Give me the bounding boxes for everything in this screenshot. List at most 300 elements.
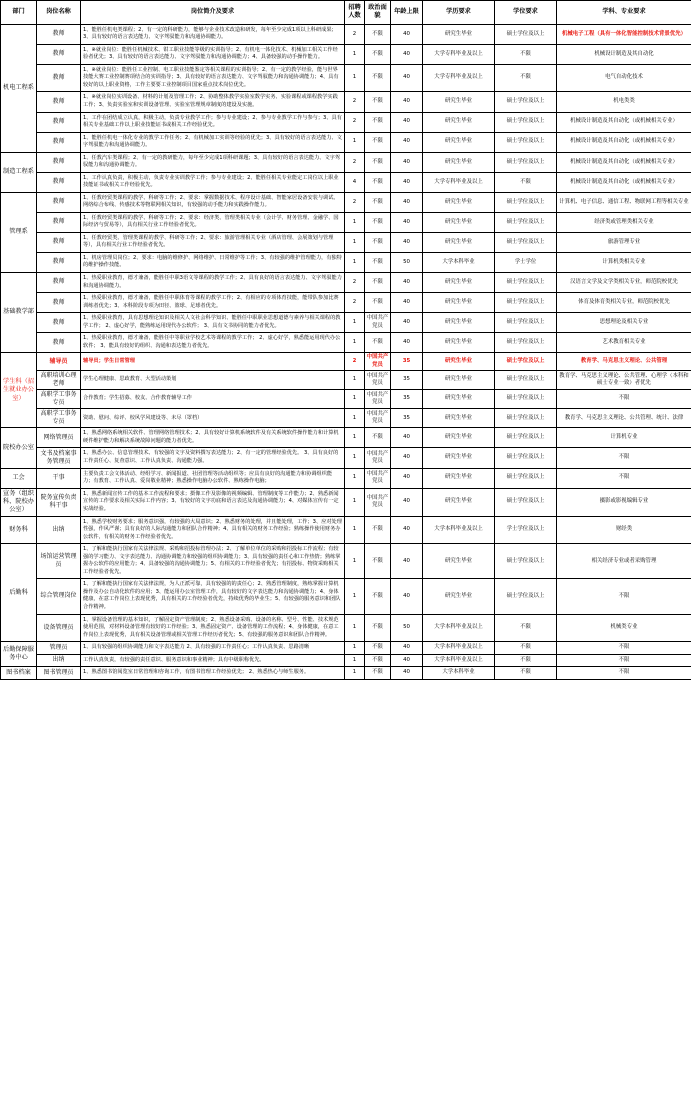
degree-cell: 硕士学位及以上 <box>495 409 557 428</box>
education-cell: 研究生毕业 <box>423 24 495 44</box>
count-cell: 1 <box>345 428 365 448</box>
education-cell: 研究生毕业 <box>423 579 495 614</box>
political-cell: 不限 <box>365 333 391 353</box>
count-cell: 2 <box>345 353 365 371</box>
education-cell: 研究生毕业 <box>423 448 495 468</box>
table-row <box>1 112 691 132</box>
table-header <box>1 1 691 25</box>
count-cell: 1 <box>345 370 365 389</box>
post-desc-cell: 1、工作在团结成立认真，积极主动，负责专业教学工作；参与专业建设；2、参与专业教学工作与参与；3、具有相关专业基础工作以上职业技能证书或相关工作经验优先。 <box>81 112 345 132</box>
degree-cell: 硕士学位及以上 <box>495 468 557 488</box>
post-desc-cell: 1、任教经贸类课程的教学、科研等工作；2、要求：经济类、管理类相关专业（会计学、财务管理、金融学、国际经济与贸易等），具有相关行业工作经验者优先。 <box>81 212 345 232</box>
major-cell: 汉语言文学及文学类相关专业，师范院校优先 <box>557 273 691 293</box>
age-cell: 40 <box>391 273 423 293</box>
political-cell: 不限 <box>365 654 391 667</box>
education-cell: 研究生毕业 <box>423 92 495 112</box>
post-desc-cell: 1、※就业岗位实训设备、材料的计划及管理工作；2、协助整体教学实验室数学实务、实验课程或课程教学实践工作；3、负责实验室和实训设备管理、实验室管理规章制度的建设及实施。 <box>81 92 345 112</box>
major-cell: 不限 <box>557 642 691 655</box>
degree-cell: 不限 <box>495 654 557 667</box>
post-desc-cell: 1、热爱职业教育，德才兼备，能胜任中职3语文等课程的教学工作；2、具有良好的语言表达能力、文字驾驭能力和沟通协调能力。 <box>81 273 345 293</box>
count-cell: 2 <box>345 192 365 212</box>
dept-cell: 财务科 <box>1 516 37 544</box>
col-age: 年龄上限 <box>391 1 423 25</box>
dept-cell: 宣务（组织科、院校办公室） <box>1 488 37 516</box>
dept-cell: 院校办公室 <box>1 428 37 468</box>
degree-cell: 硕士学位及以上 <box>495 488 557 516</box>
education-cell: 大学本科毕业及以上 <box>423 642 495 655</box>
age-cell: 40 <box>391 192 423 212</box>
major-cell: 机械设计制造及其自动化 <box>557 44 691 64</box>
table-row <box>1 64 691 92</box>
degree-cell: 硕士学位及以上 <box>495 428 557 448</box>
age-cell: 40 <box>391 92 423 112</box>
education-cell: 研究生毕业 <box>423 409 495 428</box>
degree-cell: 硕士学位及以上 <box>495 293 557 313</box>
table-row <box>1 468 691 488</box>
table-row <box>1 642 691 655</box>
post-desc-cell: 1、了解和能执行国家有关法律法规、采购和招投标管理办法；2、了解单位单位的采购和招投标工作流程；有较强的学习能力、文字表达能力、沟通协调能力和较强的组织协调能力；3、具有较强的责任心和工作热情；熟练掌握办公软件的应用能力；4、具备较强的沟通协调能力；5、有相关的工作经验者优先；有招投标、物资采购相关工作经验者优先。 <box>81 544 345 579</box>
degree-cell: 不限 <box>495 172 557 192</box>
education-cell: 大学专科毕业及以上 <box>423 64 495 92</box>
age-cell: 40 <box>391 132 423 152</box>
post-name-cell: 教师 <box>37 192 81 212</box>
education-cell: 研究生毕业 <box>423 313 495 333</box>
count-cell: 2 <box>345 293 365 313</box>
table-row <box>1 428 691 448</box>
count-cell: 1 <box>345 544 365 579</box>
major-cell: 不限 <box>557 390 691 409</box>
post-name-cell: 文书及档案事务管理员 <box>37 448 81 468</box>
count-cell: 2 <box>345 24 365 44</box>
table-row <box>1 544 691 579</box>
education-cell: 研究生毕业 <box>423 112 495 132</box>
post-name-cell: 设备管理员 <box>37 614 81 642</box>
col-political: 政治面貌 <box>365 1 391 25</box>
age-cell: 40 <box>391 64 423 92</box>
post-name-cell: 教师 <box>37 64 81 92</box>
major-cell: 摄影或影视编辑专业 <box>557 488 691 516</box>
post-desc-cell: 1、掌握设备管理的基本知识，了解固定资产管理制度；2、熟悉设备采购、设备的名称、型号、性能、技术规范使用范围，对材料设备管理有较好的工作经验；3、熟悉固定资产、设备管理的工作流程；4、身体健康，在意工作岗位上表现优秀，具有相关设备管理或相关管理工作经历者优先；5、有较强的服务意识和团队合作精神。 <box>81 614 345 642</box>
education-cell: 研究生毕业 <box>423 544 495 579</box>
post-desc-cell: 1、能胜任机电类课程；2、有一定的科研能力，能够与企业技术改造和研发，每年至少完成1项以上科研成果；3、具有较好的语言表达能力、文字驾驭能力和沟通协调能力。 <box>81 24 345 44</box>
post-name-cell: 高职培训心理老师 <box>37 370 81 389</box>
age-cell: 40 <box>391 428 423 448</box>
table-row <box>1 232 691 252</box>
table-row <box>1 152 691 172</box>
political-cell: 不限 <box>365 212 391 232</box>
major-cell: 不限 <box>557 667 691 680</box>
dept-cell: 学生科（招生就业办公室） <box>1 353 37 428</box>
degree-cell: 学士学位 <box>495 252 557 272</box>
count-cell: 2 <box>345 152 365 172</box>
post-desc-cell: 1、能胜任机电一体化专业的教学工作任务；2、有机械加工实训等经验的优先；3、具有较好的语言表达能力、文字驾驭能力和沟通协调能力。 <box>81 132 345 152</box>
political-cell: 不限 <box>365 252 391 272</box>
education-cell: 研究生毕业 <box>423 212 495 232</box>
age-cell: 40 <box>391 516 423 544</box>
age-cell: 35 <box>391 370 423 389</box>
major-cell: 财经类 <box>557 516 691 544</box>
major-cell: 旅游管理专业 <box>557 232 691 252</box>
post-name-cell: 教师 <box>37 313 81 333</box>
education-cell: 研究生毕业 <box>423 353 495 371</box>
post-name-cell: 教师 <box>37 24 81 44</box>
education-cell: 研究生毕业 <box>423 333 495 353</box>
dept-cell: 机电工程系 <box>1 24 37 152</box>
political-cell: 不限 <box>365 64 391 92</box>
post-name-cell: 综合管理岗位 <box>37 579 81 614</box>
degree-cell: 硕士学位及以上 <box>495 544 557 579</box>
education-cell: 研究生毕业 <box>423 152 495 172</box>
major-cell: 不限 <box>557 468 691 488</box>
table-body <box>1 24 691 679</box>
post-desc-cell: 学生心理健康、思政教育、大型活动策划 <box>81 370 345 389</box>
count-cell: 2 <box>345 273 365 293</box>
major-cell: 机械设计制造及其自动化（或机械相关专业） <box>557 172 691 192</box>
col-desc: 岗位简介及要求 <box>81 1 345 25</box>
post-name-cell: 教师 <box>37 152 81 172</box>
post-name-cell: 图书管理员 <box>37 667 81 680</box>
degree-cell: 硕士学位及以上 <box>495 448 557 468</box>
table-row <box>1 44 691 64</box>
age-cell: 40 <box>391 212 423 232</box>
post-desc-cell: 1、热爱职业教育，德才兼备，能胜任中等职业学校艺术等课程的教学工作； 2、虚心好学，熟悉能运用现代办公软件； 3、能具有较好的组织、沟通和表达能力者优先。 <box>81 333 345 353</box>
count-cell: 1 <box>345 468 365 488</box>
education-cell: 大学本科毕业 <box>423 252 495 272</box>
major-cell: 机械设计制造及其自动化（或机械相关专业） <box>557 132 691 152</box>
post-desc-cell: 1、※就业岗位：能胜任机械技术、钳工职业技能等级的实训指导；2、有机电一体化技术、机械加工相关工作经验者优先；3、具有较好的语言表达能力、文字驾驭能力和沟通协调能力；4、具备较强的动手操作能力。 <box>81 44 345 64</box>
education-cell: 研究生毕业 <box>423 132 495 152</box>
age-cell: 35 <box>391 390 423 409</box>
age-cell: 40 <box>391 667 423 680</box>
political-cell: 不限 <box>365 544 391 579</box>
table-row <box>1 273 691 293</box>
post-name-cell: 教师 <box>37 92 81 112</box>
post-name-cell: 教师 <box>37 132 81 152</box>
table-row <box>1 654 691 667</box>
table-row <box>1 448 691 468</box>
degree-cell: 硕士学位及以上 <box>495 579 557 614</box>
education-cell: 研究生毕业 <box>423 390 495 409</box>
age-cell: 40 <box>391 333 423 353</box>
count-cell: 1 <box>345 488 365 516</box>
dept-cell: 后勤保障服务中心 <box>1 642 37 667</box>
political-cell: 不限 <box>365 112 391 132</box>
table-row <box>1 409 691 428</box>
degree-cell: 不限 <box>495 44 557 64</box>
post-name-cell: 教师 <box>37 333 81 353</box>
degree-cell: 硕士学位及以上 <box>495 192 557 212</box>
table-row <box>1 313 691 333</box>
major-cell: 计算机、电子信息、通信工程、物联网工程等相关专业 <box>557 192 691 212</box>
table-row <box>1 370 691 389</box>
count-cell: 1 <box>345 232 365 252</box>
col-degree: 学位要求 <box>495 1 557 25</box>
post-desc-cell: 1、熟悉网络系统相关软件、管理网络管理技术；2、具有较好计算机系统软件及有关系统软件操作能力和计算机硬件维护能力和解决系统故障问题的能力者优先。 <box>81 428 345 448</box>
post-name-cell: 教师 <box>37 112 81 132</box>
post-desc-cell: 1、了解和能执行国家有关法律法规，为人正派可靠，具有较强的的责任心；2、熟悉管理制度，熟练掌握计算机操作及办公自动化软件的应用；3、能运用办公室管理工作，具有较好的文字表达能力和沟通协调能力；4、身体健康，在意工作岗位上表现优秀，具有相关的工作经验者优先，持续优秀的毕业生；5、有较强的服务意识和团队合作精神。 <box>81 579 345 614</box>
table-row <box>1 293 691 313</box>
count-cell: 1 <box>345 579 365 614</box>
major-cell: 体育及体育类相关专业，师范院校优先 <box>557 293 691 313</box>
col-edu: 学历要求 <box>423 1 495 25</box>
post-name-cell: 院务宣传负责科干事 <box>37 488 81 516</box>
table-row <box>1 488 691 516</box>
post-desc-cell: 1、热爱职业教育，具有思想理论知识及相关人文社会科学知识、能胜任中职职业思想道德与素养与相关课程的教学工作； 2、虚心好学，能熟练运用现代办公软件； 3、具有文书协同的能力者优先。 <box>81 313 345 333</box>
degree-cell: 硕士学位及以上 <box>495 92 557 112</box>
age-cell: 40 <box>391 112 423 132</box>
col-post: 岗位名称 <box>37 1 81 25</box>
post-desc-cell: 工作认真负责，有较强的责任意识、服务意识和事业精神；具有中级职称优先。 <box>81 654 345 667</box>
count-cell: 1 <box>345 64 365 92</box>
count-cell: 1 <box>345 642 365 655</box>
age-cell: 40 <box>391 24 423 44</box>
political-cell: 不限 <box>365 293 391 313</box>
major-cell: 经济类或管理类相关专业 <box>557 212 691 232</box>
dept-cell: 工会 <box>1 468 37 488</box>
count-cell: 1 <box>345 313 365 333</box>
degree-cell: 学士学位及以上 <box>495 516 557 544</box>
table-row <box>1 132 691 152</box>
count-cell: 2 <box>345 112 365 132</box>
degree-cell: 硕士学位及以上 <box>495 353 557 371</box>
post-desc-cell: 1、熟悉新闻宣传工作的基本工作流程和要求；摄像工作及影像的视频编辑、管理制度等工作能力；2、熟悉新闻宣传的工作要求及相关实际工作内容；3、有较好的文字功底和语言表达及沟通协调能力；4、对媒体宣传有一定实战经验。 <box>81 488 345 516</box>
major-cell: 机电类类 <box>557 92 691 112</box>
post-desc-cell: 1、熟悉办公、信息管理技术、有较强的文字及资料撰写表达能力；2、有一定的管理经验优先。 3、具有良好的工作责任心、复查意识、工作认真负责、沟通能力强。 <box>81 448 345 468</box>
major-cell: 计算机专业 <box>557 428 691 448</box>
count-cell: 1 <box>345 212 365 232</box>
post-desc-cell: 1、※就业岗位：能胜任工业控制、电工职业技能鉴定等相关课程的实训指导；2、有一定的教学经验，能与世界技能大赛工业控制赛项结合的实训指导；3、具有较好的语言表达能力、文字驾驭能力和沟通协调能力；4、具有较好的以上职业资格，工作主要要工业控制项目国家重点技术岗位优先。 <box>81 64 345 92</box>
age-cell: 40 <box>391 488 423 516</box>
table-row <box>1 353 691 371</box>
post-desc-cell: 1、具有较强的组织协调能力和文字表达能力 2、具有较强的工作责任心；工作认真负责、思路清晰 <box>81 642 345 655</box>
degree-cell: 硕士学位及以上 <box>495 370 557 389</box>
table-row <box>1 192 691 212</box>
education-cell: 大学专科毕业及以上 <box>423 172 495 192</box>
age-cell: 40 <box>391 44 423 64</box>
major-cell: 思想理论及相关专业 <box>557 313 691 333</box>
post-name-cell: 高职学工事务专员 <box>37 390 81 409</box>
post-name-cell: 场馆运营管理员 <box>37 544 81 579</box>
count-cell: 1 <box>345 333 365 353</box>
degree-cell: 硕士学位及以上 <box>495 273 557 293</box>
political-cell: 不限 <box>365 667 391 680</box>
post-desc-cell: 1、机房管理员岗位；2、要求：电脑的维修护、网络维护、日常维护等工作；3、有较强的维护管理能力，有独特的维护操作技能。 <box>81 252 345 272</box>
major-cell: 不限 <box>557 579 691 614</box>
post-name-cell: 教师 <box>37 252 81 272</box>
education-cell: 研究生毕业 <box>423 192 495 212</box>
table-row <box>1 667 691 680</box>
dept-cell: 制造工程系 <box>1 152 37 192</box>
post-desc-cell: 资助、慰问、综评、校风学风建设等、未尽（罩档） <box>81 409 345 428</box>
political-cell: 不限 <box>365 152 391 172</box>
degree-cell: 不限 <box>495 667 557 680</box>
degree-cell: 硕士学位及以上 <box>495 232 557 252</box>
education-cell: 研究生毕业 <box>423 273 495 293</box>
degree-cell: 硕士学位及以上 <box>495 333 557 353</box>
major-cell: 电气自动化技术 <box>557 64 691 92</box>
post-desc-cell: 1、熟悉图书馆阅览室日常管理和咨询工作，有图书管理工作经验优先； 2、熟悉热心与师生服务。 <box>81 667 345 680</box>
major-cell: 教育学、马克思主义理论、公共管理 <box>557 353 691 371</box>
degree-cell: 不限 <box>495 614 557 642</box>
table-row <box>1 172 691 192</box>
post-desc-cell: 主要负责工会文体活动、经组学习、新闻报道、社团管理等活动组织等；应具有良好的沟通能力和协调组织能力；有教育、工作认真、爱岗敬业精神；熟悉操作电脑办公软件、熟练操作电脑； <box>81 468 345 488</box>
post-desc-cell: 1、工作认真负责，积极主动，负责专业实训教学工作；参与专业建设；2、能胜任相关专业能定工岗位以上职业技能证书或相关工作经验优先。 <box>81 172 345 192</box>
education-cell: 大学本科毕业及以上 <box>423 516 495 544</box>
education-cell: 大学专科毕业及以上 <box>423 44 495 64</box>
education-cell: 大学本科毕业及以上 <box>423 614 495 642</box>
age-cell: 40 <box>391 172 423 192</box>
degree-cell: 硕士学位及以上 <box>495 313 557 333</box>
table-row <box>1 92 691 112</box>
col-major: 学科、专业要求 <box>557 1 691 25</box>
count-cell: 1 <box>345 390 365 409</box>
education-cell: 研究生毕业 <box>423 488 495 516</box>
education-cell: 研究生毕业 <box>423 293 495 313</box>
age-cell: 40 <box>391 448 423 468</box>
major-cell: 相关经济专业或者采购管理 <box>557 544 691 579</box>
table-row <box>1 516 691 544</box>
political-cell: 不限 <box>365 642 391 655</box>
political-cell: 不限 <box>365 192 391 212</box>
political-cell: 不限 <box>365 579 391 614</box>
dept-cell: 图书档案 <box>1 667 37 680</box>
post-name-cell: 教师 <box>37 44 81 64</box>
age-cell: 50 <box>391 252 423 272</box>
post-name-cell: 辅导员 <box>37 353 81 371</box>
major-cell: 计算机类相关专业 <box>557 252 691 272</box>
count-cell: 1 <box>345 409 365 428</box>
col-count: 招聘人数 <box>345 1 365 25</box>
political-cell: 中国共产党员 <box>365 468 391 488</box>
table-row <box>1 390 691 409</box>
post-name-cell: 教师 <box>37 293 81 313</box>
major-cell: 机械电子工程（具有一体化智能控制技术背景优先） <box>557 24 691 44</box>
count-cell: 1 <box>345 614 365 642</box>
count-cell: 1 <box>345 252 365 272</box>
post-name-cell: 网络管理员 <box>37 428 81 448</box>
age-cell: 40 <box>391 152 423 172</box>
post-desc-cell: 1、热爱职业教育，德才兼备，能胜任中职体育等课程的教学工作；2、有相应的专项体育技能，能带队参加比赛训练者优先；3、本科阶段专项为田径、篮球、足球者优先。 <box>81 293 345 313</box>
major-cell: 机械设计制造及其自动化（或机械相关专业） <box>557 112 691 132</box>
count-cell: 4 <box>345 172 365 192</box>
degree-cell: 硕士学位及以上 <box>495 390 557 409</box>
age-cell: 35 <box>391 409 423 428</box>
political-cell: 不限 <box>365 24 391 44</box>
major-cell: 机械设计制造及其自动化（或机械相关专业） <box>557 152 691 172</box>
table-row <box>1 252 691 272</box>
post-desc-cell: 1、任教经贸类、管理类课程的教学、科研等工作；2、要求：旅游管理相关专业（酒店管理、会展策划与管理等），具有相关行业工作经验者优先。 <box>81 232 345 252</box>
dept-cell: 管理系 <box>1 192 37 272</box>
education-cell: 大学本科毕业及以上 <box>423 654 495 667</box>
table-row <box>1 614 691 642</box>
political-cell: 不限 <box>365 273 391 293</box>
post-name-cell: 出纳 <box>37 516 81 544</box>
count-cell: 1 <box>345 516 365 544</box>
major-cell: 不限 <box>557 448 691 468</box>
political-cell: 不限 <box>365 614 391 642</box>
count-cell: 1 <box>345 132 365 152</box>
degree-cell: 硕士学位及以上 <box>495 112 557 132</box>
post-name-cell: 高职学工事务专员 <box>37 409 81 428</box>
count-cell: 1 <box>345 654 365 667</box>
political-cell: 中国共产党员 <box>365 448 391 468</box>
education-cell: 研究生毕业 <box>423 428 495 448</box>
education-cell: 研究生毕业 <box>423 468 495 488</box>
political-cell: 不限 <box>365 232 391 252</box>
count-cell: 2 <box>345 92 365 112</box>
political-cell: 中国共产党员 <box>365 488 391 516</box>
major-cell: 教育学、马克思主义理论、公共管理、心理学（本科和硕士专业一致）者优先 <box>557 370 691 389</box>
table-row <box>1 579 691 614</box>
degree-cell: 硕士学位及以上 <box>495 152 557 172</box>
table-row <box>1 212 691 232</box>
post-name-cell: 出纳 <box>37 654 81 667</box>
dept-cell: 基础教学部 <box>1 273 37 353</box>
age-cell: 35 <box>391 353 423 371</box>
post-name-cell: 管理员 <box>37 642 81 655</box>
count-cell: 1 <box>345 448 365 468</box>
age-cell: 40 <box>391 579 423 614</box>
post-desc-cell: 1、任教经贸类课程的教学、科研等工作；2、要求：掌握数据技术、程序设计基础、智能家居设备安装与调试、网络综合布线、传感技术等物联网相关知识，有较强的动手能力和实践操作能力。 <box>81 192 345 212</box>
major-cell: 教育学、马克思主义理论、公共管理、统计、法律 <box>557 409 691 428</box>
post-desc-cell: 1、熟悉学校财务要求；服务意识强，有较强的大局意识；2、熟悉财务的处理，并且能处理，工作；3、应对处理性强，作风严谨；具有良好的人际沟通能力和团队合作精神；4、具有相关的财务工作经验；熟练操作使用财务办公软件，有相关的财务工作经验者优先。 <box>81 516 345 544</box>
age-cell: 40 <box>391 293 423 313</box>
dept-cell: 后勤科 <box>1 544 37 642</box>
degree-cell: 不限 <box>495 642 557 655</box>
political-cell: 不限 <box>365 516 391 544</box>
post-name-cell: 教师 <box>37 232 81 252</box>
degree-cell: 硕士学位及以上 <box>495 212 557 232</box>
political-cell: 中国共产党员 <box>365 409 391 428</box>
post-name-cell: 教师 <box>37 273 81 293</box>
age-cell: 40 <box>391 468 423 488</box>
degree-cell: 硕士学位及以上 <box>495 132 557 152</box>
count-cell: 1 <box>345 44 365 64</box>
political-cell: 不限 <box>365 428 391 448</box>
age-cell: 40 <box>391 544 423 579</box>
age-cell: 50 <box>391 614 423 642</box>
age-cell: 40 <box>391 654 423 667</box>
political-cell: 中国共产党员 <box>365 353 391 371</box>
age-cell: 40 <box>391 313 423 333</box>
age-cell: 40 <box>391 642 423 655</box>
post-desc-cell: 1、任教汽车类课程；2、有一定的教研能力，每年至少完成1项科研课题；3、具有较好的语言表达能力、文字驾驭能力和沟通协调能力。 <box>81 152 345 172</box>
count-cell: 1 <box>345 667 365 680</box>
col-dept: 部门 <box>1 1 37 25</box>
political-cell: 中国共产党员 <box>365 370 391 389</box>
table-row <box>1 24 691 44</box>
political-cell: 不限 <box>365 44 391 64</box>
degree-cell: 不限 <box>495 64 557 92</box>
post-name-cell: 干事 <box>37 468 81 488</box>
political-cell: 中国共产党员 <box>365 313 391 333</box>
major-cell: 艺术教育相关专业 <box>557 333 691 353</box>
political-cell: 不限 <box>365 132 391 152</box>
table-row <box>1 333 691 353</box>
political-cell: 不限 <box>365 172 391 192</box>
degree-cell: 硕士学位及以上 <box>495 24 557 44</box>
political-cell: 中国共产党员 <box>365 390 391 409</box>
age-cell: 40 <box>391 232 423 252</box>
political-cell: 不限 <box>365 92 391 112</box>
major-cell: 机械类专业 <box>557 614 691 642</box>
major-cell: 不限 <box>557 654 691 667</box>
education-cell: 研究生毕业 <box>423 232 495 252</box>
post-name-cell: 教师 <box>37 172 81 192</box>
post-desc-cell: 合作教育；学生招募、校友、合作教育辅导工作 <box>81 390 345 409</box>
post-name-cell: 教师 <box>37 212 81 232</box>
post-desc-cell: 辅导员；学生日常管理 <box>81 353 345 371</box>
